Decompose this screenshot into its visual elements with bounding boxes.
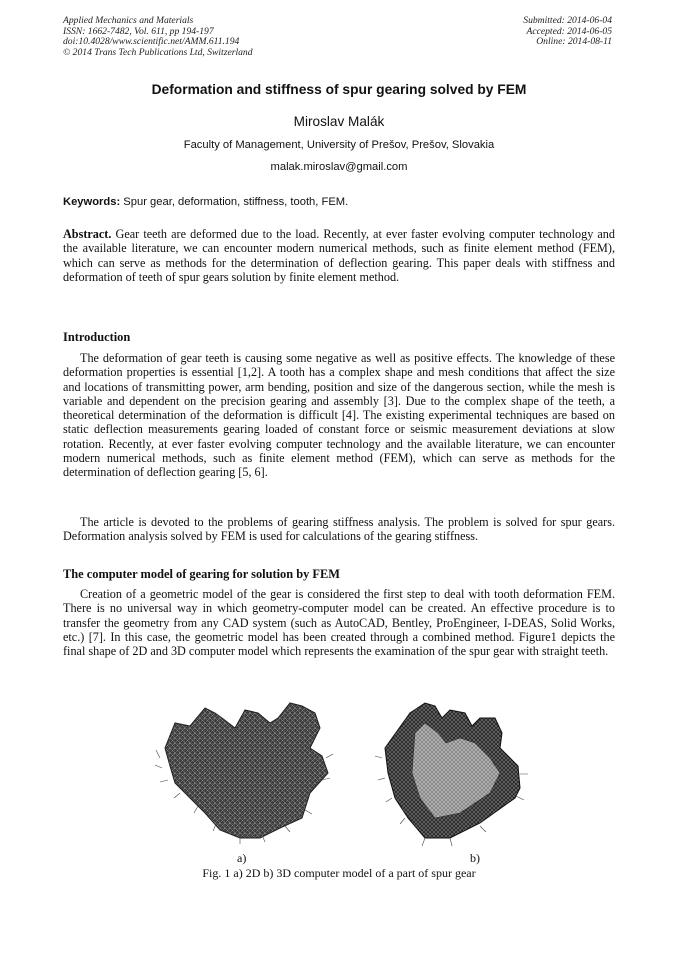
journal-info [63,16,253,58]
computer-model-heading: The computer model of gearing for solution by FEM [63,567,340,581]
keywords-text: Spur gear, deformation, stiffness, tooth, FEM. [120,196,349,208]
introduction-paragraph-2: The article is devoted to the problems of gearing stiffness analysis. The problem is solved for spur gears. Deformation analysis solved by FEM is used for calculations of the gearing stiffness. [63,515,615,544]
keywords-label: Keywords: [63,196,121,208]
affiliation: Faculty of Management, University of Prešov, Prešov, Slovakia [183,139,495,151]
doi-line: doi:10.4028/www.scientific.net/AMM.611.194 [63,36,240,48]
abstract-label: Abstract. [63,227,112,241]
online-date: Online: 2014-08-11 [536,36,612,48]
author-email: malak.miroslav@gmail.com [270,161,408,173]
computer-model-paragraph-1: Creation of a geometric model of the gear is considered the first step to deal with tooth deformation FEM. There is no universal way in which geometry-computer model can be created. An effective procedure is to transfer the geometry from any CAD system (such as AutoCAD, Bentley, ProEngineer, I-DEAS, Solid Works, etc.) [7]. In this case, the geometric model has been created through a combined method. Figure1 depicts the final shape of 2D and 3D computer model which represents the examination of the spur gear with straight teeth. [63,587,615,659]
gear-3d-model [375,703,528,846]
dates-info [523,16,612,48]
introduction-paragraph-1: The deformation of gear teeth is causing some negative as well as positive effects. The knowledge of these deformation properties is essential [1,2]. A tooth has a complex shape and mesh conditions that affect the size and locations of transmitting power, arm bending, position and size of the dangerous section, while the mesh is variable and dependent on the precision gearing and assembly [3]. Due to the complex shape of the teeth, a theoretical determination of the deformation is difficult [4]. The existing experimental techniques are based on static deflection measurements gearing loaded of constant force or seismic measurement deviations at slow rotation. Recently, at ever faster evolving computer technology and the available literature, we can encounter modern numerical methods, such as finite element method (FEM), which can serve as methods for the determination of deflection gearing [5, 6]. [63,351,615,480]
figure-label-b: b) [470,851,480,865]
abstract-text: Gear teeth are deformed due to the load. Recently, at ever faster evolving computer technology and the available literature, we can encounter modern numerical methods, such as finite element method (FEM), which can serve as methods for the determination of deflection gearing. This paper deals with stiffness and deformation of teeth of spur gears solution by finite element method. [63,227,615,284]
figure-caption: Fig. 1 a) 2D b) 3D computer model of a part of spur gear [202,866,476,880]
issn-line: ISSN: 1662-7482, Vol. 611, pp 194-197 [63,25,214,37]
figure-label-a: a) [237,851,247,865]
abstract [63,227,615,284]
keywords [63,196,615,208]
introduction-heading: Introduction [63,330,131,344]
submitted-date: Submitted: 2014-06-04 [523,15,612,26]
gear-2d-model [155,703,333,844]
figure-1 [150,688,530,853]
author-name: Miroslav Malák [293,114,385,129]
accepted-date: Accepted: 2014-06-05 [526,25,612,37]
paper-title: Deformation and stiffness of spur gearing solved by FEM [151,82,527,97]
copyright-line: © 2014 Trans Tech Publications Ltd, Switzerland [63,46,253,58]
journal-name: Applied Mechanics and Materials [63,15,194,26]
